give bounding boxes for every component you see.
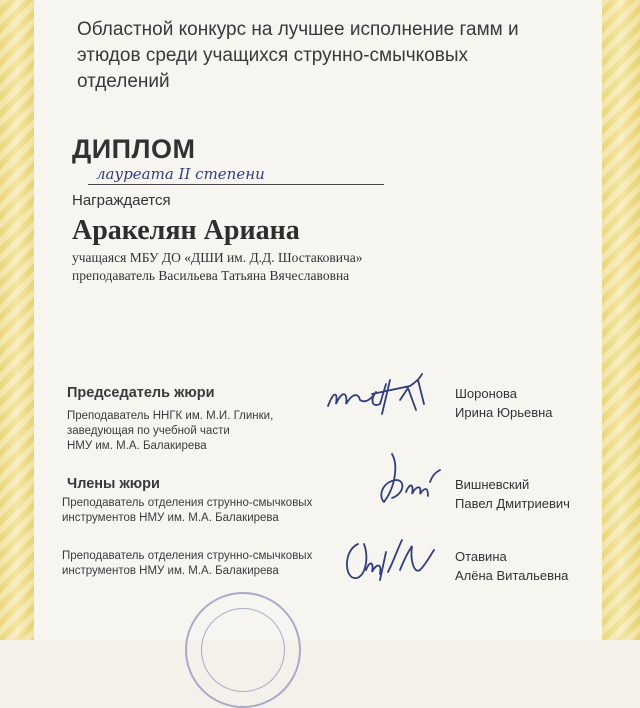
jury-member-position-line: инструментов НМУ им. М.А. Балакирева [62, 565, 279, 577]
teacher-line: преподаватель Васильева Татьяна Вячеславовна [72, 268, 350, 283]
jury-chair-name [455, 384, 553, 422]
chair-signature [320, 370, 435, 422]
jury-member-2-surname: Отавина [455, 549, 507, 564]
jury-member-position-line: инструментов НМУ им. М.А. Балакирева [62, 512, 279, 524]
jury-member-position-line: Преподаватель отделения струнно-смычковых [62, 550, 313, 562]
student-affiliation: учащаяся МБУ ДО «ДШИ им. Д.Д. Шостаковича» [72, 250, 363, 265]
jury-member-2-given-names: Алёна Витальевна [455, 568, 569, 583]
jury-member-position-line: Преподаватель отделения струнно-смычковых [62, 497, 313, 509]
jury-member-1-surname: Вишневский [455, 477, 530, 492]
official-stamp [185, 592, 301, 708]
contest-title-line-2: этюдов среди учащихся струнно-смычковых [77, 45, 468, 66]
official-stamp-inner-ring [201, 608, 285, 692]
jury-member-1-name [455, 475, 570, 513]
decorative-border-left [0, 0, 34, 640]
decorative-border-right [602, 0, 640, 640]
jury-chair-position-line: Преподаватель ННГК им. М.И. Глинки, [67, 410, 274, 422]
recipient-name: Аракелян Ариана [72, 215, 300, 246]
jury-member-2-name [455, 547, 568, 585]
diploma-heading: ДИПЛОМ [72, 134, 196, 164]
jury-members-title: Члены жюри [67, 476, 160, 492]
contest-title-line-3: отделений [77, 71, 170, 92]
jury-chair-position-line: НМУ им. М.А. Балакирева [67, 440, 207, 452]
contest-title [77, 17, 557, 95]
member-2-signature [340, 530, 445, 590]
degree-underline [88, 184, 384, 185]
jury-member-1-position [62, 496, 342, 526]
awarded-label: Награждается [72, 192, 171, 209]
member-1-signature [370, 446, 450, 512]
jury-chair-surname: Шоронова [455, 386, 518, 401]
diploma-paper [34, 0, 602, 640]
jury-chair-given-names: Ирина Юрьевна [455, 405, 553, 420]
jury-chair-title: Председатель жюри [67, 385, 215, 401]
jury-member-1-given-names: Павел Дмитриевич [455, 496, 570, 511]
jury-member-2-position [62, 549, 342, 579]
contest-title-line-1: Областной конкурс на лучшее исполнение гамм и [77, 19, 519, 40]
jury-chair-position-line: заведующая по учебной части [67, 425, 230, 437]
jury-chair-position [67, 409, 317, 454]
handwritten-degree: лауреата II степени [96, 165, 265, 183]
